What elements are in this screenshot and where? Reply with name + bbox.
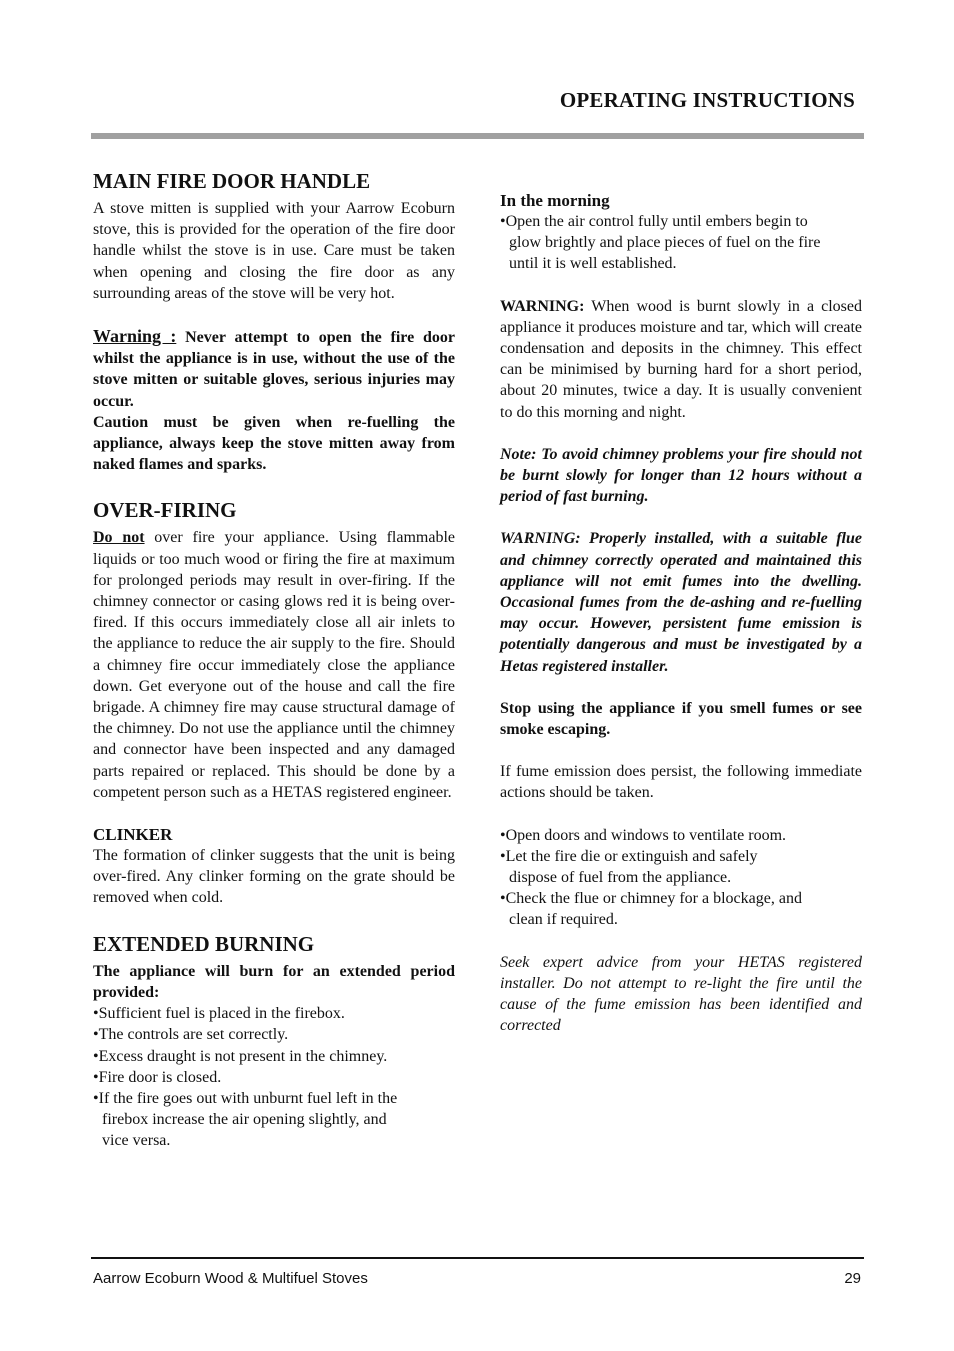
extended-burning-intro: The appliance will burn for an extended period provided: (93, 962, 455, 1001)
warning-label: WARNING: (500, 297, 585, 315)
over-firing-lead: Do not (93, 529, 145, 547)
list-item: • Open the air control fully until embers begin to glow brightly and place pieces of fuel on the fire until it is well established. (500, 211, 862, 275)
morning-heading: In the morning (500, 191, 610, 210)
expert-advice: Seek expert advice from your HETAS registered installer. Do not attempt to re-light the fire until the cause of the fume emission has been identified and corrected (500, 953, 862, 1035)
warning-text: When wood is burnt slowly in a closed appliance it produces moisture and tar, which will create condensation and deposits in the chimney. This effect can be minimised by burning hard for a short period, about 20 minutes, twice a day. It is usually convenient to do this morning and night. (500, 297, 862, 421)
clinker-body: The formation of clinker suggests that the unit is being over-fired. Any clinker forming on the grate should be removed when cold. (93, 847, 455, 907)
fume-persist-text: If fume emission does persist, the following immediate actions should be taken. (500, 763, 862, 802)
stop-using-notice: Stop using the appliance if you smell fumes or see smoke escaping. (500, 699, 862, 739)
list-item: • Sufficient fuel is placed in the firebox. (93, 1003, 455, 1024)
footer-divider (91, 1257, 864, 1259)
left-column (93, 168, 455, 1152)
list-item: • Excess draught is not present in the chimney. (93, 1046, 455, 1067)
warning-wood-burning (500, 296, 862, 423)
page-header-title: OPERATING INSTRUCTIONS (559, 88, 855, 112)
right-column (500, 190, 862, 1037)
header-divider (91, 133, 864, 139)
page-number: 29 (844, 1270, 861, 1287)
list-item: • The controls are set correctly. (93, 1024, 455, 1045)
extended-burning-list (93, 1003, 455, 1151)
morning-list (500, 211, 862, 275)
over-firing-body (93, 527, 455, 803)
door-handle-caution: Caution must be given when re-fuelling the appliance, always keep the stove mitten away from naked flames and sparks. (93, 413, 455, 474)
over-firing-text: over fire your appliance. Using flammable liquids or too much wood or firing the fire at maximum for prolonged periods may result in over-firing. If the chimney connector or casing glows red it is being over-fired. If this occurs immediately close all air inlets to the appliance to reduce the air supply to the fire. Should a chimney fire occur immediately close the appliance down. Get everyone out of the house and call the fire brigade. A chimney fire may cause structural damage of the chimney. Do not use the appliance until the chimney and connector have been inspected and any damaged parts repaired or replaced. This should be done by a competent person such as a HETAS registered engineer. (93, 529, 455, 801)
footer-title: Aarrow Ecoburn Wood & Multifuel Stoves (93, 1270, 368, 1287)
list-item: • Let the fire die or extinguish and safely dispose of fuel from the appliance. (500, 846, 832, 888)
section-heading-clinker: CLINKER (93, 825, 173, 845)
warning-text: Never attempt to open the fire door whilst the appliance is in use, without the use of the stove mitten or suitable gloves, serious injuries may occur. (93, 329, 456, 410)
chimney-note: Note: To avoid chimney problems your fire should not be burnt slowly for longer than 12 hours without a period of fast burning. (500, 445, 862, 506)
section-heading-over-firing: OVER-FIRING (93, 498, 237, 523)
warning-label: Warning : (93, 326, 177, 347)
list-item: • If the fire goes out with unburnt fuel left in the firebox increase the air opening slightly, and vice versa. (93, 1088, 455, 1152)
door-handle-warning (93, 326, 455, 412)
list-item: • Fire door is closed. (93, 1067, 455, 1088)
section-heading-extended-burning: EXTENDED BURNING (93, 931, 315, 956)
door-handle-body: A stove mitten is supplied with your Aarrow Ecoburn stove, this is provided for the operation of the fire door handle whilst the stove is in use. Care must be taken when opening and closing the fire door as any surrounding areas of the stove will be very hot. (93, 200, 455, 302)
fume-actions-list (500, 825, 862, 931)
list-item: • Check the flue or chimney for a blockage, and clean if required. (500, 888, 832, 930)
list-item: • Open doors and windows to ventilate room. (500, 825, 832, 846)
fumes-warning: WARNING: Properly installed, with a suitable flue and chimney correctly operated and maintained this appliance will not emit fumes into the dwelling. Occasional fumes from the de-ashing and re-fuelling may occur. However, persistent fume emission is potentially dangerous and must be investigated by a Hetas registered installer. (500, 530, 862, 675)
section-heading-door-handle: MAIN FIRE DOOR HANDLE (93, 169, 371, 193)
